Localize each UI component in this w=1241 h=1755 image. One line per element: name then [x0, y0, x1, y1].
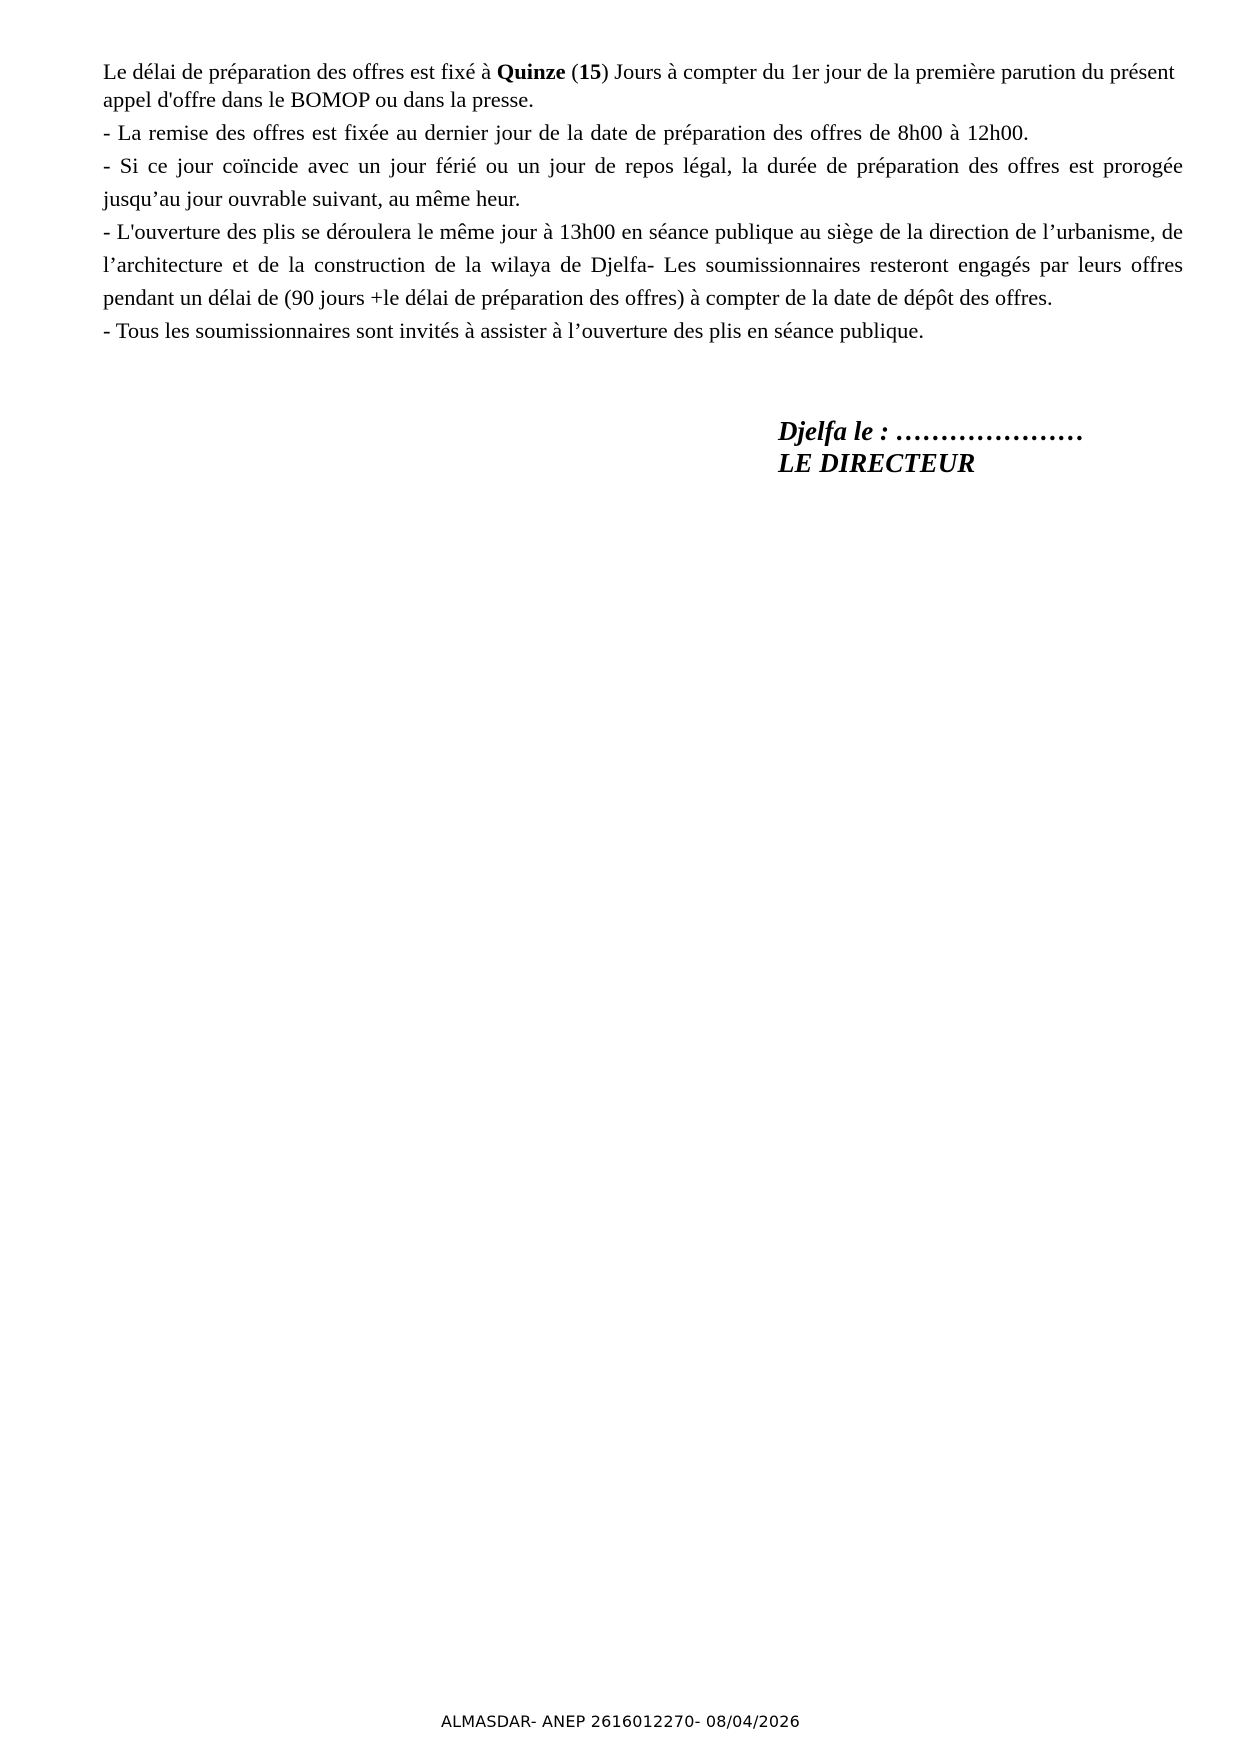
signature-block [778, 415, 1085, 479]
paragraph-invitation: - Tous les soumissionnaires sont invités à assister à l’ouverture des plis en séance publique. [103, 318, 924, 343]
paragraph-submission-time: - La remise des offres est fixée au dernier jour de la date de préparation des offres de 8h00 à 12h00. [103, 120, 1029, 145]
paragraph-holiday-rule: - Si ce jour coïncide avec un jour férié ou un jour de repos légal, la durée de préparation des offres est prorogée jusqu’au jour ouvrable suivant, au même heur. [103, 153, 1183, 211]
signature-title: LE DIRECTEUR [778, 448, 976, 478]
text-run: Le délai de préparation des offres est fixé à [103, 59, 497, 84]
signature-place-date: Djelfa le : ………………… [778, 416, 1085, 446]
paragraph-opening-of-bids: - L'ouverture des plis se déroulera le même jour à 13h00 en séance publique au siège de la direction de l’urbanisme, de l’architecture et de la construction de la wilaya de Djelfa- Les soumissionnaires resteront engagés par leurs offres pendant un délai de (90 jours +le délai de préparation des offres) à compter de la date de dépôt des offres. [103, 219, 1183, 310]
document-body [103, 58, 1183, 347]
text-run: ) Jours à compter du 1er jour de la première parution du présent appel d'offre dans le BOMOP ou dans la presse. [103, 59, 1175, 112]
text-run: ( [565, 59, 579, 84]
bold-duration-number: 15 [578, 59, 602, 84]
footer-reference: ALMASDAR- ANEP 2616012270- 08/04/2026 [440, 1712, 801, 1731]
paragraph-offer-preparation-delay [103, 58, 1183, 114]
bold-duration-words: Quinze [496, 59, 566, 84]
